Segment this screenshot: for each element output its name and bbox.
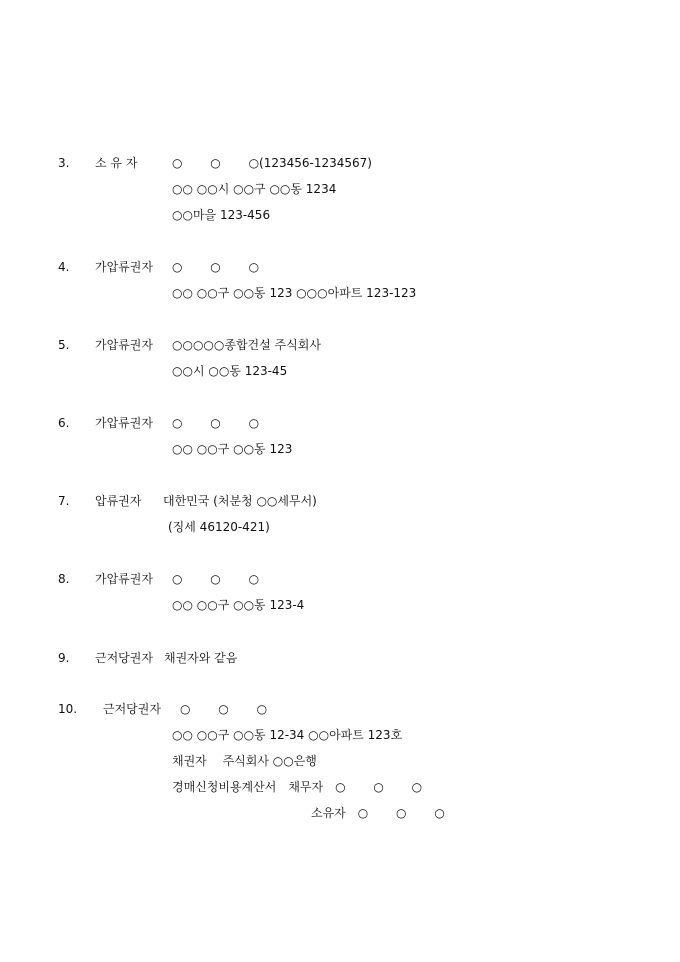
entry-role: 가압류권자 bbox=[95, 260, 153, 274]
entry-number: 4. bbox=[58, 260, 70, 274]
owner-line: 소유자 ○ ○ ○ bbox=[311, 806, 445, 820]
entry-first-line: ○ ○ ○ bbox=[172, 572, 260, 586]
entry-first-line: ○ ○ ○(123456-1234567) bbox=[172, 156, 372, 170]
entry-role: 소 유 자 bbox=[95, 156, 138, 170]
entry-role: 가압류권자 bbox=[95, 416, 153, 430]
entry-role: 근저당권자 bbox=[95, 651, 153, 665]
entry-number: 9. bbox=[58, 651, 70, 665]
entry-first-line: ○○○○○종합건설 주식회사 bbox=[172, 338, 321, 352]
entry-address-line: ○○ ○○구 ○○동 12-34 ○○아파트 123호 bbox=[172, 728, 403, 742]
entry-first-line: ○ ○ ○ bbox=[172, 260, 260, 274]
entry-address-line: (징세 46120-421) bbox=[168, 520, 270, 534]
creditor-line: 채권자 주식회사 ○○은행 bbox=[172, 754, 317, 768]
entry-number: 8. bbox=[58, 572, 70, 586]
entry-address-line: ○○시 ○○동 123-45 bbox=[172, 364, 288, 378]
entry-address-line: ○○ ○○구 ○○동 123-4 bbox=[172, 598, 305, 612]
entry-first-line: 채권자와 같음 bbox=[164, 651, 238, 665]
entry-first-line: ○ ○ ○ bbox=[180, 702, 268, 716]
entry-number: 6. bbox=[58, 416, 70, 430]
entry-role: 가압류권자 bbox=[95, 572, 153, 586]
entry-address-line: ○○ ○○시 ○○구 ○○동 1234 bbox=[172, 182, 337, 196]
entry-address-line: ○○마을 123-456 bbox=[172, 208, 271, 222]
entry-first-line: 대한민국 (처분청 ○○세무서) bbox=[163, 494, 317, 508]
entry-number: 7. bbox=[58, 494, 70, 508]
entry-role: 근저당권자 bbox=[103, 702, 161, 716]
entry-address-line: ○○ ○○구 ○○동 123 ○○○아파트 123-123 bbox=[172, 286, 417, 300]
cost-statement-debtor-line: 경매신청비용계산서 채무자 ○ ○ ○ bbox=[172, 780, 423, 794]
entry-number: 10. bbox=[58, 702, 78, 716]
entry-first-line: ○ ○ ○ bbox=[172, 416, 260, 430]
entry-number: 3. bbox=[58, 156, 70, 170]
entry-role: 압류권자 bbox=[95, 494, 142, 508]
entry-number: 5. bbox=[58, 338, 70, 352]
entry-address-line: ○○ ○○구 ○○동 123 bbox=[172, 442, 293, 456]
entry-role: 가압류권자 bbox=[95, 338, 153, 352]
